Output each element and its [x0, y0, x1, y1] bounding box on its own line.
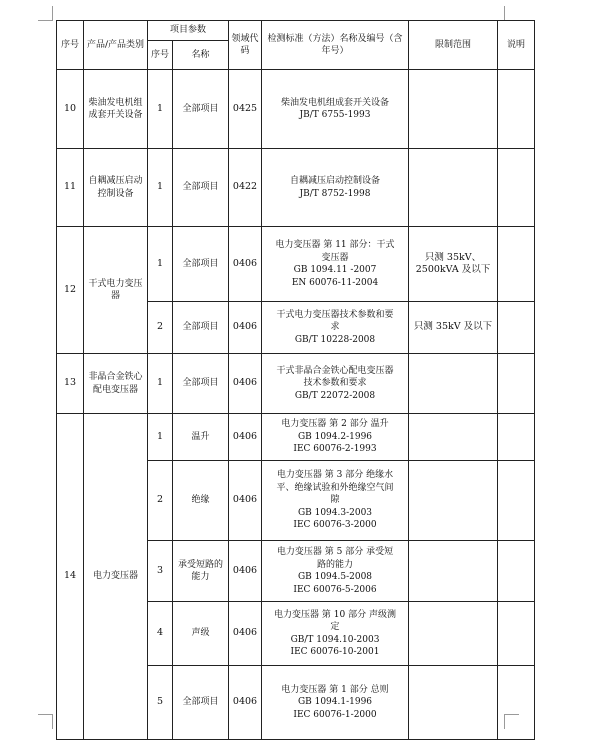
- row-domain-code: 0406: [229, 541, 262, 602]
- standard-line: 定: [330, 622, 340, 632]
- table-header: [57, 21, 535, 70]
- standard-line: 平、绝缘试验和外绝缘空气间: [276, 482, 394, 493]
- standard-line: 干式非晶合金铁心配电变压器: [276, 365, 394, 376]
- row-domain-code: 0406: [229, 666, 262, 740]
- row-domain-code: 0406: [229, 461, 262, 541]
- row-standard: [262, 149, 409, 227]
- row-note: [498, 414, 535, 461]
- standard-line: IEC 60076-3-2000: [293, 520, 377, 531]
- standard-line: GB 1094.3-2003: [297, 507, 373, 518]
- row-param-name: 全部项目: [173, 70, 229, 149]
- test-scope-table: [56, 20, 535, 740]
- row-standard: [262, 70, 409, 149]
- row-seq: 10: [57, 70, 84, 149]
- header-product: 产品/产品类别: [84, 21, 148, 70]
- row-param-seq: 1: [148, 149, 173, 227]
- row-product: 非晶合金铁心配电变压器: [84, 354, 148, 414]
- row-product: 干式电力变压器: [84, 227, 148, 354]
- row-param-name: 声级: [173, 602, 229, 666]
- row-param-seq: 2: [148, 461, 173, 541]
- page-corner-mark: [38, 714, 53, 729]
- row-param-seq: 2: [148, 302, 173, 354]
- row-limit: [409, 541, 498, 602]
- row-param-name: 绝缘: [173, 461, 229, 541]
- header-note: 说明: [498, 21, 535, 70]
- row-param-name: 温升: [173, 414, 229, 461]
- row-limit: [409, 461, 498, 541]
- row-domain-code: 0425: [229, 70, 262, 149]
- row-limit: 只测 35kV 及以下: [409, 302, 498, 354]
- row-limit: [409, 70, 498, 149]
- standard-line: 自耦减压启动控制设备: [289, 176, 380, 186]
- row-param-name: 全部项目: [173, 302, 229, 354]
- standard-line: 柴油发电机组成套开关设备: [280, 97, 389, 108]
- standard-line: 变压器: [321, 252, 349, 263]
- standard-line: JB/T 8752-1998: [299, 188, 371, 199]
- standard-line: 电力变压器 第 3 部分 绝缘水: [276, 470, 394, 481]
- standard-line: 干式电力变压器技术参数和要: [276, 309, 394, 320]
- row-seq: 12: [57, 227, 84, 354]
- standard-line: 电力变压器 第 2 部分 温升: [281, 419, 389, 430]
- header-domain-code: 领域代码: [229, 21, 262, 70]
- row-domain-code: 0406: [229, 302, 262, 354]
- row-note: [498, 70, 535, 149]
- row-param-seq: 4: [148, 602, 173, 666]
- standard-line: IEC 60076-2-1993: [293, 444, 377, 455]
- row-domain-code: 0422: [229, 149, 262, 227]
- standard-line: 电力变压器 第 11 部分：干式: [275, 240, 395, 250]
- standard-line: 电力变压器 第 5 部分 承受短: [276, 547, 394, 557]
- row-standard: [262, 302, 409, 354]
- row-limit: 只测 35kV、2500kVA 及以下: [409, 227, 498, 302]
- table-row: [57, 354, 535, 414]
- standard-line: EN 60076-11-2004: [291, 277, 379, 288]
- row-domain-code: 0406: [229, 602, 262, 666]
- row-param-name: 全部项目: [173, 227, 229, 302]
- header-standard: 检测标准（方法）名称及编号（含年号）: [262, 21, 409, 70]
- row-note: [498, 461, 535, 541]
- row-note: [498, 302, 535, 354]
- standard-line: GB 1094.5-2008: [297, 572, 373, 582]
- table-body: [57, 70, 535, 740]
- row-seq: 13: [57, 354, 84, 414]
- header-limit: 限制范围: [409, 21, 498, 70]
- row-limit: [409, 414, 498, 461]
- standard-line: 求: [330, 322, 340, 333]
- row-param-seq: 3: [148, 541, 173, 602]
- row-note: [498, 149, 535, 227]
- table-row: [57, 414, 535, 461]
- standard-line: 电力变压器 第 1 部分 总则: [281, 684, 389, 695]
- row-param-seq: 1: [148, 227, 173, 302]
- standard-line: IEC 60076-1-2000: [293, 709, 377, 720]
- standard-line: GB/T 22072-2008: [294, 390, 376, 401]
- row-note: [498, 354, 535, 414]
- header-params-group: 项目参数: [148, 21, 229, 41]
- standard-line: GB/T 10228-2008: [294, 334, 376, 345]
- standard-line: GB 1094.2-1996: [297, 431, 373, 442]
- row-limit: [409, 354, 498, 414]
- standard-line: 路的能力: [316, 559, 353, 570]
- standard-line: IEC 60076-5-2006: [293, 584, 377, 595]
- row-param-seq: 1: [148, 354, 173, 414]
- page-corner-mark: [38, 6, 53, 21]
- row-param-name: 全部项目: [173, 354, 229, 414]
- page-corner-mark: [504, 6, 519, 21]
- row-note: [498, 666, 535, 740]
- row-note: [498, 227, 535, 302]
- row-param-seq: 5: [148, 666, 173, 740]
- standard-line: 隙: [330, 495, 340, 506]
- row-limit: [409, 149, 498, 227]
- header-param-name: 名称: [173, 41, 229, 70]
- row-standard: [262, 354, 409, 414]
- header-param-seq: 序号: [148, 41, 173, 70]
- header-seq: 序号: [57, 21, 84, 70]
- row-note: [498, 602, 535, 666]
- standard-line: GB/T 1094.10-2003: [290, 634, 380, 645]
- table-row: [57, 149, 535, 227]
- standard-line: 电力变压器 第 10 部分 声级测: [274, 609, 396, 620]
- row-standard: [262, 414, 409, 461]
- row-standard: [262, 666, 409, 740]
- standard-line: 技术参数和要求: [303, 378, 367, 389]
- row-param-seq: 1: [148, 70, 173, 149]
- row-param-name: 承受短路的能力: [173, 541, 229, 602]
- row-standard: [262, 541, 409, 602]
- row-param-name: 全部项目: [173, 149, 229, 227]
- row-product: 自耦减压启动控制设备: [84, 149, 148, 227]
- row-param-seq: 1: [148, 414, 173, 461]
- row-domain-code: 0406: [229, 227, 262, 302]
- row-standard: [262, 602, 409, 666]
- standard-line: GB 1094.1-1996: [297, 697, 373, 708]
- row-standard: [262, 461, 409, 541]
- row-product: 电力变压器: [84, 414, 148, 740]
- row-domain-code: 0406: [229, 354, 262, 414]
- row-note: [498, 541, 535, 602]
- row-param-name: 全部项目: [173, 666, 229, 740]
- table-row: [57, 70, 535, 149]
- row-product: 柴油发电机组成套开关设备: [84, 70, 148, 149]
- row-standard: [262, 227, 409, 302]
- row-limit: [409, 666, 498, 740]
- row-seq: 14: [57, 414, 84, 740]
- standard-line: IEC 60076-10-2001: [290, 647, 380, 657]
- row-seq: 11: [57, 149, 84, 227]
- row-limit: [409, 602, 498, 666]
- row-domain-code: 0406: [229, 414, 262, 461]
- table-row: [57, 227, 535, 302]
- standard-line: JB/T 6755-1993: [299, 110, 371, 120]
- standard-line: GB 1094.11 -2007: [293, 265, 377, 275]
